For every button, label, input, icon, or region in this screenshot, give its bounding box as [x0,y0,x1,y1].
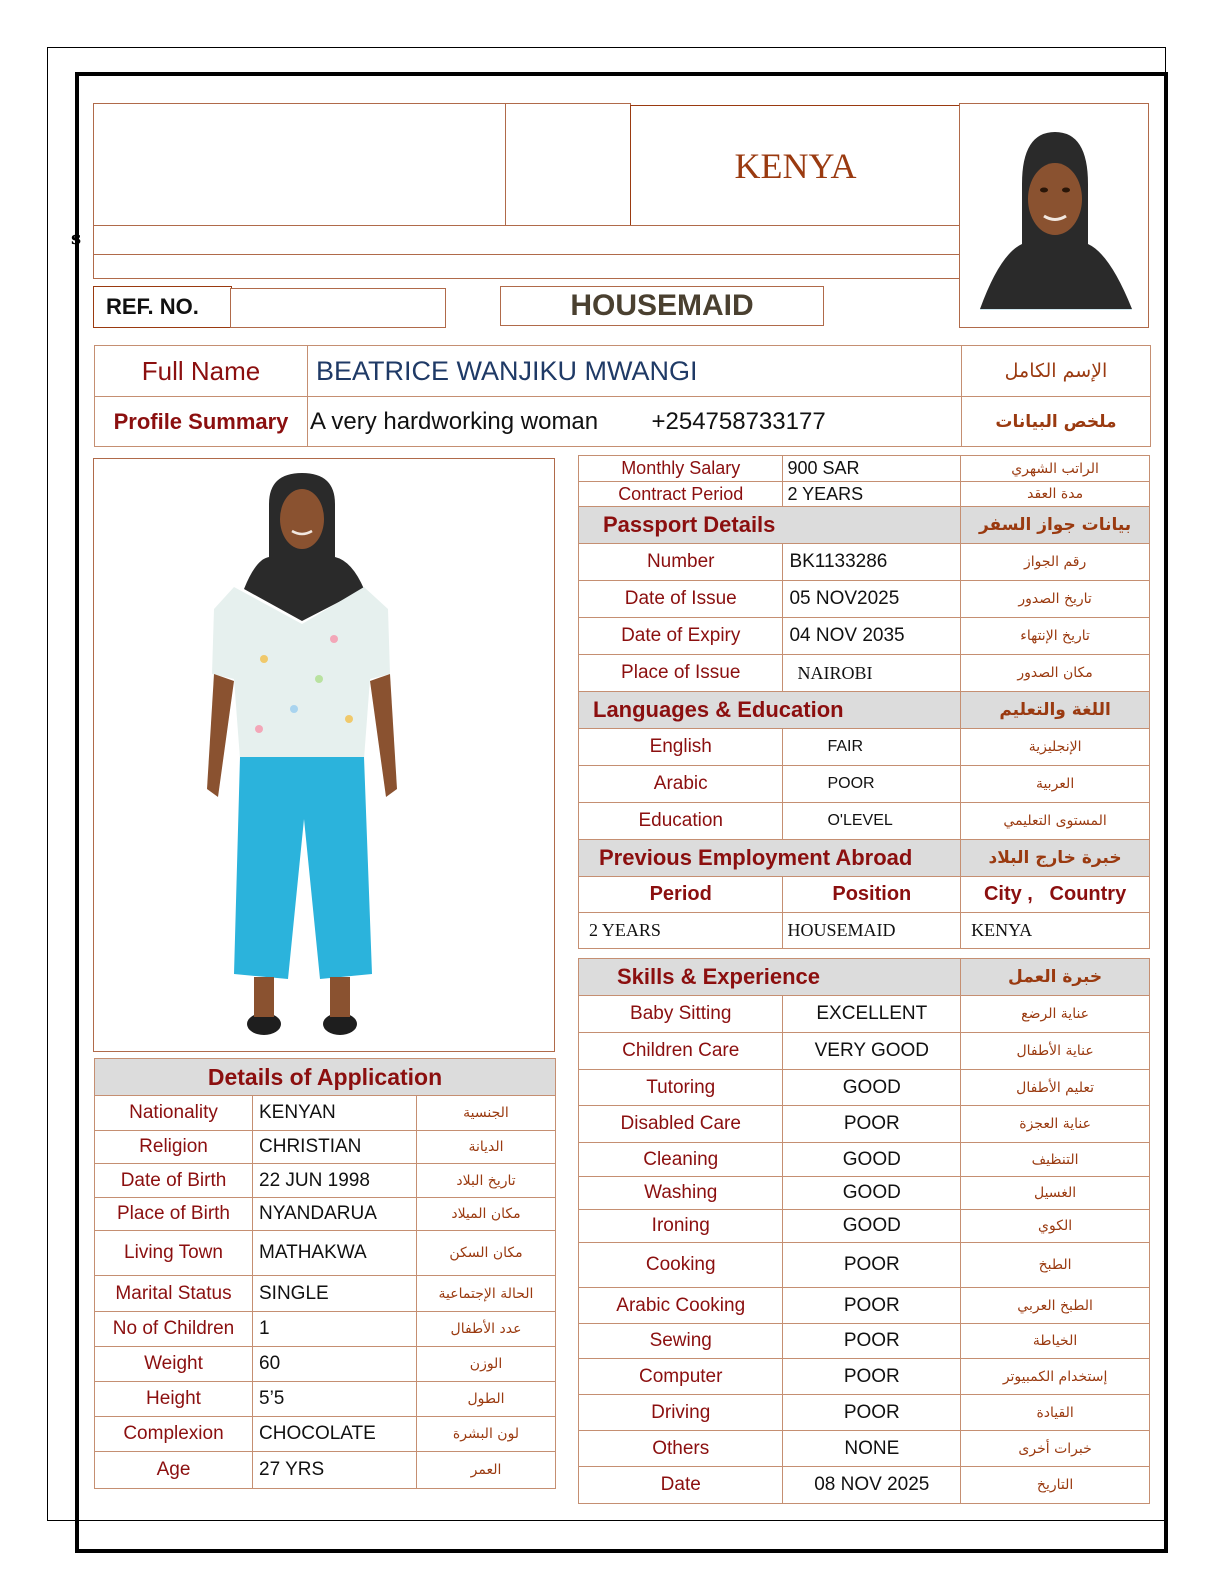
skill-label: Baby Sitting [579,996,783,1033]
phone-number: +254758733177 [651,407,826,435]
skill-value: EXCELLENT [783,996,961,1033]
passport-value: NAIROBI [783,655,961,692]
employment-col-position: Position [783,877,961,913]
employment-location: KENYA [961,913,1150,949]
contract-label-ar: مدة العقد [961,482,1150,507]
application-row [95,1276,556,1312]
application-label-ar: العمر [417,1452,556,1489]
application-label-ar: عدد الأطفال [417,1312,556,1347]
application-row [95,1131,556,1164]
application-table [94,1058,556,1489]
passport-label-ar: تاريخ الإنتهاء [961,618,1150,655]
application-value: CHRISTIAN [253,1131,417,1164]
skill-label: Arabic Cooking [579,1288,783,1324]
contract-row [579,456,1150,482]
passport-value: 04 NOV 2035 [783,618,961,655]
application-row [95,1382,556,1417]
skill-row [579,1359,1150,1395]
employment-row [579,913,1150,949]
application-label-ar: مكان الميلاد [417,1198,556,1231]
skill-label: Disabled Care [579,1106,783,1143]
skill-value: POOR [783,1106,961,1143]
language-label: Arabic [579,766,783,803]
skill-value: VERY GOOD [783,1033,961,1070]
language-label: English [579,729,783,766]
application-label: Date of Birth [95,1164,253,1198]
full-name-ar: الإسم الكامل [962,346,1151,397]
application-row [95,1452,556,1489]
skill-value: 08 NOV 2025 [783,1467,961,1504]
skills-header-row [579,959,1150,996]
passport-label: Place of Issue [579,655,783,692]
application-label: Living Town [95,1231,253,1276]
application-label: Marital Status [95,1276,253,1312]
skill-row [579,1177,1150,1210]
language-label-ar: الإنجليزية [961,729,1150,766]
skills-title: Skills & Experience [579,959,961,996]
skill-label-ar: تعليم الأطفال [961,1070,1150,1106]
application-value: CHOCOLATE [253,1417,417,1452]
skill-label-ar: التنظيف [961,1143,1150,1177]
skill-label: Ironing [579,1210,783,1243]
profile-summary-label: Profile Summary [95,397,308,447]
passport-label: Number [579,544,783,581]
application-label: Age [95,1452,253,1489]
skill-label-ar: الطبخ [961,1243,1150,1288]
application-label: No of Children [95,1312,253,1347]
skill-label-ar: القيادة [961,1395,1150,1431]
employment-spacer [579,949,1150,959]
ref-no-label: REF. NO. [106,294,199,319]
application-value: SINGLE [253,1276,417,1312]
profile-summary-cell [308,397,962,447]
passport-label: Date of Issue [579,581,783,618]
passport-value: BK1133286 [783,544,961,581]
application-row [95,1198,556,1231]
language-label: Education [579,803,783,840]
application-value: 60 [253,1347,417,1382]
application-row [95,1096,556,1131]
application-label-ar: الطول [417,1382,556,1417]
language-row [579,729,1150,766]
passport-title: Passport Details [579,507,961,544]
application-label: Religion [95,1131,253,1164]
passport-header-row [579,507,1150,544]
employment-title-ar: خبرة خارج البلاد [961,840,1150,877]
application-row [95,1347,556,1382]
portrait-photo-box [959,103,1149,328]
application-value: 5’5 [253,1382,417,1417]
application-value: 27 YRS [253,1452,417,1489]
application-row [95,1231,556,1276]
application-label: Height [95,1382,253,1417]
employment-header-row [579,840,1150,877]
skill-value: GOOD [783,1070,961,1106]
skill-row [579,1070,1150,1106]
header-logo-cell [93,103,506,226]
application-label: Nationality [95,1096,253,1131]
application-row [95,1164,556,1198]
employment-title: Previous Employment Abroad [579,840,961,877]
ref-no-field[interactable] [230,288,446,328]
skill-label-ar: الخياطة [961,1324,1150,1359]
skill-value: POOR [783,1359,961,1395]
profile-summary-text: A very hardworking woman [310,407,599,435]
position-box [500,286,824,326]
skill-row [579,1106,1150,1143]
language-label-ar: المستوى التعليمي [961,803,1150,840]
country-label: KENYA [734,146,857,186]
application-value: 22 JUN 1998 [253,1164,417,1198]
application-label-ar: الحالة الإجتماعية [417,1276,556,1312]
application-label-ar: الجنسية [417,1096,556,1131]
skill-label: Cooking [579,1243,783,1288]
application-label-ar: لون البشرة [417,1417,556,1452]
skill-label-ar: الطبخ العربي [961,1288,1150,1324]
application-value: NYANDARUA [253,1198,417,1231]
skill-label: Computer [579,1359,783,1395]
application-label: Complexion [95,1417,253,1452]
skill-row [579,1143,1150,1177]
skill-label: Children Care [579,1033,783,1070]
language-value: FAIR [783,729,961,766]
application-label: Place of Birth [95,1198,253,1231]
skill-row [579,996,1150,1033]
skill-label: Others [579,1431,783,1467]
skill-value: POOR [783,1395,961,1431]
full-body-photo [94,459,554,1051]
portrait-photo [960,104,1149,328]
passport-label-ar: تاريخ الصدور [961,581,1150,618]
passport-row [579,544,1150,581]
face-shape [1028,163,1082,235]
skill-row [579,1324,1150,1359]
profile-summary-ar: ملخص البيانات [962,397,1151,447]
language-row [579,803,1150,840]
application-label-ar: تاريخ البلاد [417,1164,556,1198]
skill-row [579,1243,1150,1288]
skill-label: Washing [579,1177,783,1210]
skill-label: Cleaning [579,1143,783,1177]
passport-value: 05 NOV2025 [783,581,961,618]
skills-title-ar: خبرة العمل [961,959,1150,996]
languages-title: Languages & Education [579,692,961,729]
header-cell-2 [505,103,631,226]
skill-row [579,1431,1150,1467]
skill-label: Driving [579,1395,783,1431]
contract-row [579,482,1150,507]
full-name-label: Full Name [95,346,308,397]
position-title: HOUSEMAID [570,289,754,322]
skill-label-ar: الغسيل [961,1177,1150,1210]
skill-value: NONE [783,1431,961,1467]
profile-summary-row [95,397,1151,447]
application-value: MATHAKWA [253,1231,417,1276]
skill-value: POOR [783,1243,961,1288]
application-label-ar: الوزن [417,1347,556,1382]
languages-header-row [579,692,1150,729]
skill-label-ar: التاريخ [961,1467,1150,1504]
contract-label: Monthly Salary [579,456,783,482]
skill-value: POOR [783,1324,961,1359]
passport-label-ar: رقم الجواز [961,544,1150,581]
skill-label: Date [579,1467,783,1504]
right-table [578,455,1150,1504]
passport-label-ar: مكان الصدور [961,655,1150,692]
contract-label: Contract Period [579,482,783,507]
passport-title-ar: بيانات جواز السفر [961,507,1150,544]
skill-label-ar: الكوي [961,1210,1150,1243]
skill-row [579,1467,1150,1504]
skill-row [579,1288,1150,1324]
skill-row [579,1033,1150,1070]
ref-no-label-box [93,286,232,328]
skill-value: GOOD [783,1177,961,1210]
employment-col-period: Period [579,877,783,913]
header-strip-1 [93,225,961,255]
full-name-value: BEATRICE WANJIKU MWANGI [308,346,962,397]
application-label-ar: الديانة [417,1131,556,1164]
language-label-ar: العربية [961,766,1150,803]
application-row [95,1417,556,1452]
contract-label-ar: الراتب الشهري [961,456,1150,482]
employment-col-location: City , Country [961,877,1150,913]
skill-label-ar: عناية الأطفال [961,1033,1150,1070]
stray-mark: s [71,228,82,249]
skill-value: GOOD [783,1210,961,1243]
full-name-row [95,346,1151,397]
application-label: Weight [95,1347,253,1382]
employment-columns-row [579,877,1150,913]
passport-label: Date of Expiry [579,618,783,655]
identity-table [94,345,1151,447]
skill-label-ar: خبرات أخرى [961,1431,1150,1467]
application-value: 1 [253,1312,417,1347]
languages-title-ar: اللغة والتعليم [961,692,1150,729]
skill-label: Tutoring [579,1070,783,1106]
language-value: O'LEVEL [783,803,961,840]
application-row [95,1312,556,1347]
skill-row [579,1210,1150,1243]
language-value: POOR [783,766,961,803]
application-label-ar: مكان السكن [417,1231,556,1276]
skill-value: POOR [783,1288,961,1324]
skill-value: GOOD [783,1143,961,1177]
contract-value: 2 YEARS [783,482,961,507]
passport-row [579,581,1150,618]
header-strip-2 [93,254,961,279]
application-title: Details of Application [95,1059,556,1096]
employment-period: 2 YEARS [579,913,783,949]
skill-label: Sewing [579,1324,783,1359]
passport-row [579,618,1150,655]
full-body-photo-box [93,458,555,1052]
application-value: KENYAN [253,1096,417,1131]
employment-position: HOUSEMAID [783,913,961,949]
contract-value: 900 SAR [783,456,961,482]
skill-row [579,1395,1150,1431]
passport-row [579,655,1150,692]
application-header-row [95,1059,556,1096]
skill-label-ar: عناية الرضع [961,996,1150,1033]
skill-label-ar: عناية العجزة [961,1106,1150,1143]
language-row [579,766,1150,803]
country-box [630,105,961,227]
skill-label-ar: إستخدام الكمبيوتر [961,1359,1150,1395]
